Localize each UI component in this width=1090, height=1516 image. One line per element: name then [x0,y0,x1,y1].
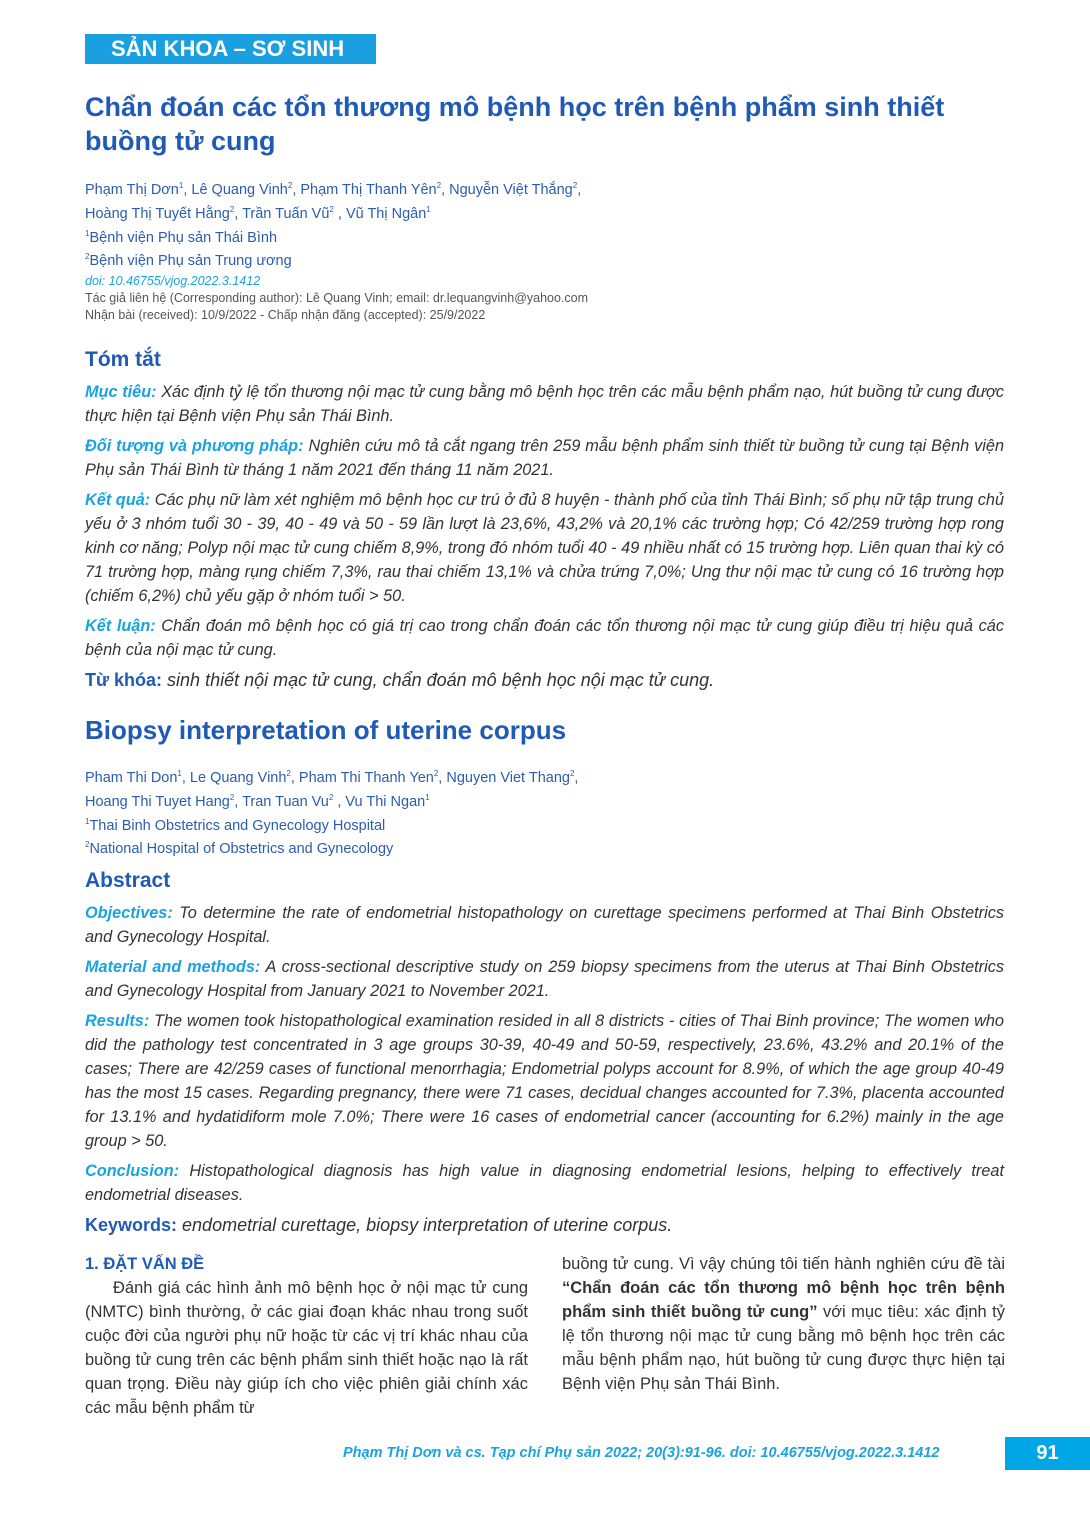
authors-line: Pham Thi Don$^1$, Le Quang Vinh$^2$, Pham Thi Thanh Yen$^2$, Nguyen Viet Thang$^2$, [85,769,579,786]
corresponding-author: Tác giả liên hệ (Corresponding author): Lê Quang Vinh; email: dr.lequangvinh@yahoo.com [85,291,589,305]
article-title-vi: Chẩn đoán các tổn thương mô bệnh học trên bệnh phẩm sinh thiết buồng tử cung [85,92,945,156]
author-name: , Phạm Thị Thanh Yên [292,181,437,198]
abstract-paragraph [85,955,1004,1003]
author-name: , Lê Quang Vinh [183,181,288,198]
paragraph-label: Kết quả: [85,491,151,509]
abstract-paragraph [85,380,1004,428]
author-affiliation-mark: 1 [426,204,431,214]
study-title: “Chẩn đoán các tổn thương mô bệnh học trên bệnh phẩm sinh thiết buồng tử cung” [562,1279,1005,1321]
paragraph-text: Chẩn đoán mô bệnh học có giá trị cao trong chẩn đoán các tổn thương nội mạc tử cung giúp điều trị hiệu quả các bệnh của nội mạc tử cung. [85,617,1004,659]
paragraph-text: Histopathological diagnosis has high value in diagnosing endometrial lesions, helping to effectively treat endometrial diseases. [85,1162,1004,1204]
footer-citation: Phạm Thị Dơn và cs. Tạp chí Phụ sản 2022; 20(3):91-96. doi: 10.46755/vjog.2022.3.1412 [343,1445,940,1461]
page-number: 91 [1005,1437,1090,1470]
affiliation: $^1$Thai Binh Obstetrics and Gynecology Hospital [85,816,386,834]
section-band: SẢN KHOA – SƠ SINH [85,34,376,64]
author-name: , Trần Tuấn Vũ [234,205,330,222]
dates: Nhận bài (received): 10/9/2022 - Chấp nhận đăng (accepted): 25/9/2022 [85,308,486,322]
article-meta [85,273,588,324]
author-name: , Vu Thi Ngan [333,793,426,810]
author-affiliation-mark: 2 [229,204,235,214]
abstract-heading: Abstract [85,869,171,892]
abstract-paragraph [85,434,1004,482]
author-name: , Nguyễn Việt Thắng [441,181,573,198]
paragraph-label: Kết luận: [85,617,156,635]
paragraph-label: Mục tiêu: [85,383,157,401]
keywords-vi: Từ khóa: sinh thiết nội mạc tử cung, chẩn đoán mô bệnh học nội mạc tử cung. [85,670,715,690]
keywords-en: Keywords: endometrial curettage, biopsy interpretation of uterine corpus. [85,1215,673,1235]
paragraph-label: Đối tượng và phương pháp: [85,437,304,455]
abstract-paragraph [85,1159,1004,1207]
affiliation: $^2$Bệnh viện Phụ sản Trung ương [85,252,292,270]
affiliation: $^2$National Hospital of Obstetrics and Gynecology [85,840,394,858]
author-name: Phạm Thị Dơn [85,181,179,198]
article-title-en: Biopsy interpretation of uterine corpus [85,715,567,745]
author-affiliation-mark: 2 [329,204,334,214]
author-affiliation-mark: 2 [328,792,334,802]
author-affiliation-mark: 2 [436,181,442,190]
author-name: , Nguyen Viet Thang [438,769,570,786]
body-left-column [85,1252,528,1420]
paragraph-text: Nghiên cứu mô tả cắt ngang trên 259 mẫu bệnh phẩm sinh thiết từ buồng tử cung tại Bệnh viện Phụ sản Thái Bình từ tháng 1 năm 2021 đến tháng 11 năm 2021. [85,437,1004,479]
author-name: Pham Thi Don [85,769,178,786]
paragraph-label: Material and methods: [85,958,261,976]
body-right-column: buồng tử cung. Vì vậy chúng tôi tiến hành nghiên cứu đề tài “Chẩn đoán các tổn thương mô bệnh học trên bệnh phẩm sinh thiết buồng tử cung” với mục tiêu: xác định tỷ lệ tổn thương nội mạc tử cung bằng mô bệnh học trên các mẫu bệnh phẩm nạo, hút buồng tử cung được thực hiện tại Bệnh viện Phụ sản Thái Bình. [562,1255,1005,1393]
section-heading: 1. ĐẶT VẤN ĐỀ [85,1255,205,1273]
author-affiliation-mark: 2 [433,769,439,778]
abstract-paragraph [85,1009,1004,1153]
author-name: Hoang Thi Tuyet Hang [85,793,230,810]
author-affiliation-mark: 2 [569,769,575,778]
paragraph-text: The women took histopathological examination resided in all 8 districts - cities of Thai Binh province; The women who did the pathology test concentrated in 3 age groups 30-39, 40-49 and 50-59, respectively, 23.6%, 43.2% and 20.1% of the cases; There are 42/259 cases of functional menorrhagia; Endometrial polyps account for 8.9%, of which the age group 40-49 has the most 15 cases. Regarding pregnancy, there were 71 cases, decidual changes accounted for 7.3%, placenta accounted for 13.1% and hydatidiform mole 7.0%; There were 16 cases of endometrial cancer (accounting for 6.2%) mainly in the age group > 50. [85,1012,1004,1150]
abstract-en [85,901,1004,1237]
abstract-paragraph [85,901,1004,949]
body-paragraph: Đánh giá các hình ảnh mô bệnh học ở nội mạc tử cung (NMTC) bình thường, ở các giai đoạn khác nhau trong suốt cuộc đời của người phụ nữ hoặc từ các vị trí khác nhau của buồng tử cung trên các bệnh phẩm sinh thiết hoặc nạo là rất quan trọng. Điều này giúp ích cho việc phiên giải chính xác các mẫu bệnh phẩm từ [85,1279,528,1417]
author-affiliation-mark: 1 [178,181,184,190]
author-affiliation-mark: 2 [286,769,291,778]
author-affiliation-mark: 2 [287,181,293,190]
authors-line: Phạm Thị Dơn$^1$, Lê Quang Vinh$^2$, Phạm Thị Thanh Yên$^2$, Nguyễn Việt Thắng$^2$, [85,181,582,198]
summary-vi [85,380,1004,692]
author-name: , Pham Thi Thanh Yen [290,769,434,786]
paragraph-text: Các phụ nữ làm xét nghiệm mô bệnh học cư trú ở đủ 8 huyện - thành phố của tỉnh Thái Bình; số phụ nữ tập trung chủ yếu ở 3 nhóm tuổi 30 - 39, 40 - 49 và 50 - 59 lần lượt là 23,6%, 43,2% và 20,1% các trường hợp; Có 42/259 trường hợp rong kinh cơ năng; Polyp nội mạc tử cung chiếm 8,9%, trong đó nhóm tuổi 40 - 49 nhiều nhất có 15 trường hợp. Liên quan thai kỳ có 71 trường hợp, màng rụng chiếm 7,3%, rau thai chiếm 13,1% và chửa trứng 7,0%; Ung thư nội mạc tử cung có 16 trường hợp (chiếm 6,2%) chủ yếu gặp ở nhóm tuổi > 50. [85,491,1004,605]
author-affiliation-mark: 1 [425,792,430,802]
affiliations [85,812,578,860]
authors-line [85,200,581,224]
paragraph-text: A cross-sectional descriptive study on 259 biopsy specimens from the uterus at Thai Binh Obstetrics and Gynecology Hospital from January 2021 to November 2021. [85,958,1004,1000]
author-name: , Le Quang Vinh [181,769,287,786]
author-name: Hoàng Thị Tuyết Hằng [85,205,230,222]
paragraph-text: Xác định tỷ lệ tổn thương nội mạc tử cung bằng mô bệnh học trên các mẫu bệnh phẩm nạo, hút buồng tử cung được thực hiện tại Bệnh viện Phụ sản Thái Bình. [85,383,1004,425]
summary-heading: Tóm tắt [85,348,161,371]
affiliation: $^1$Bệnh viện Phụ sản Thái Bình [85,228,278,246]
authors-line [85,788,578,812]
author-name: , Vũ Thị Ngân [333,205,427,222]
paragraph-text: To determine the rate of endometrial histopathology on curettage specimens performed at Thai Binh Obstetrics and Gynecology Hospital. [85,904,1004,946]
author-affiliation-mark: 2 [572,181,578,190]
authors-en [85,764,578,859]
paragraph-label: Conclusion: [85,1162,180,1180]
affiliations [85,224,581,272]
abstract-paragraph [85,614,1004,662]
author-affiliation-mark: 1 [177,769,182,778]
abstract-paragraph [85,488,1004,608]
author-name: , Tran Tuan Vu [234,793,329,810]
authors-vi [85,176,581,271]
author-affiliation-mark: 2 [229,792,235,802]
doi-link[interactable]: doi: 10.46755/vjog.2022.3.1412 [85,274,261,288]
paragraph-label: Objectives: [85,904,173,922]
paragraph-label: Results: [85,1012,150,1030]
